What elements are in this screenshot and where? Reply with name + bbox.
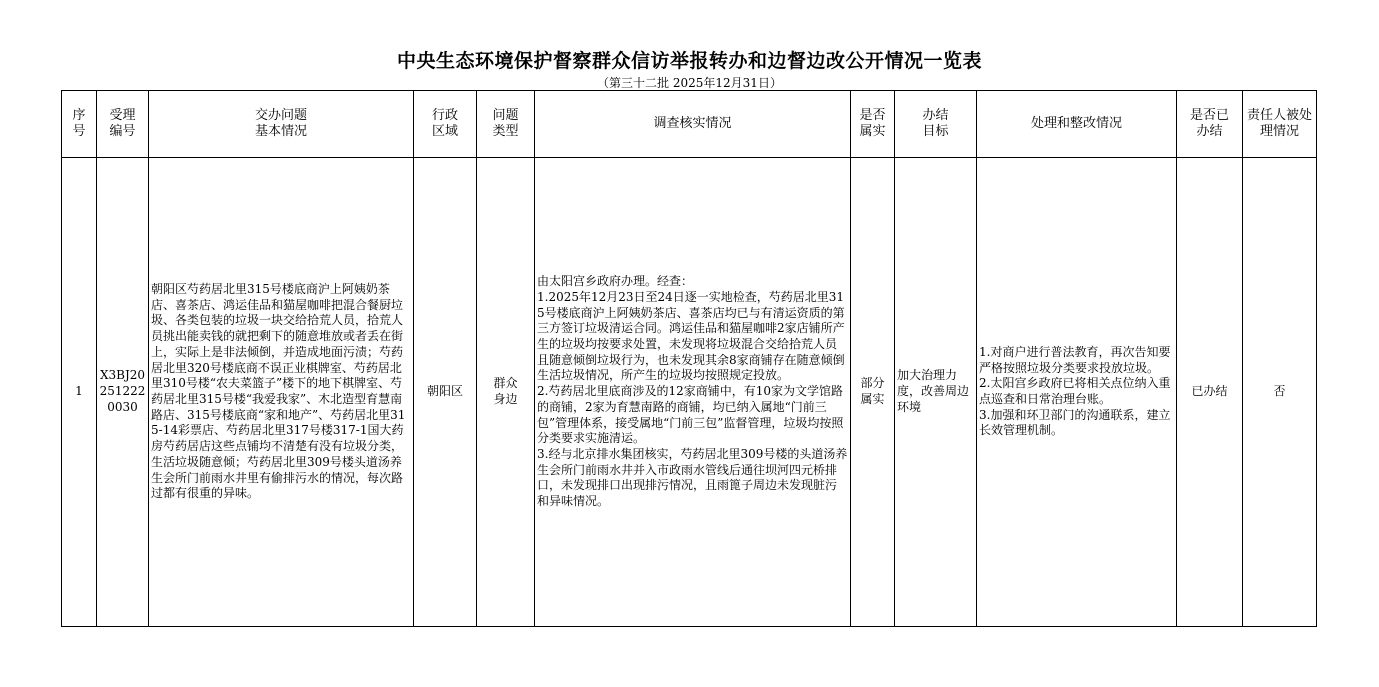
cell-verified: 部分属实 (851, 158, 895, 627)
header-type: 问题类型 (477, 91, 535, 158)
header-verified: 是否属实 (851, 91, 895, 158)
page-title: 中央生态环境保护督察群众信访举报转办和边督边改公开情况一览表 (396, 50, 982, 72)
investigation-paragraph: 2.芍药居北里底商涉及的12家商铺中，有10家为文学馆路的商铺，2家为育慧南路的商铺，均已纳入属地“门前三包”管理体系，接受属地“门前三包”监督管理，垃圾均按照分类要求实施清运。 (537, 384, 844, 446)
header-issue: 交办问题基本情况 (149, 91, 414, 158)
header-district: 行政区域 (414, 91, 477, 158)
header-receipt-no: 受理编号 (97, 91, 149, 158)
header-investigation: 调查核实情况 (535, 91, 851, 158)
cell-investigation (535, 158, 851, 627)
cell-receipt-no (97, 158, 149, 627)
investigation-paragraph: 3.经与北京排水集团核实，芍药居北里309号楼的头道汤养生会所门前雨水井并入市政雨水管线后通往坝河四元桥排口，未发现排口出现排污情况，且雨篦子周边未发现脏污和异味情况。 (537, 446, 848, 509)
cell-issue: 朝阳区芍药居北里315号楼底商沪上阿姨奶茶店、喜茶店、鸿运佳品和猫屋咖啡把混合餐厨垃圾、各类包装的垃圾一块交给拾荒人员，拾荒人员挑出能卖钱的就把剩下的随意堆放或者丢在街上，实际上是非法倾倒，并造成地面污渍；芍药居北里320号楼底商不误正业棋牌室、芍药居北里310号楼“农夫菜篮子”楼下的地下棋牌室、芍药居北里315号楼“我爱我家”、木北造型育慧南路店、315号楼底商“家和地产”、芍药居北里315-14彩票店、芍药居北里317号楼317-1国大药房芍药居店这些点铺均不清楚有没有垃圾分类，生活垃圾随意倾；芍药居北里309号楼头道汤养生会所门前雨水井里有偷排污水的情况，每次路过都有很重的异味。 (149, 158, 414, 627)
disclosure-table (61, 90, 1317, 627)
handling-item: 3.加强和环卫部门的沟通联系，建立长效管理机制。 (979, 407, 1171, 438)
table-header-row (62, 91, 1317, 158)
cell-type: 群众身边 (477, 158, 535, 627)
handling-item: 2.太阳宫乡政府已将相关点位纳入重点巡查和日常治理台账。 (979, 376, 1171, 406)
receipt-number: X3BJ202512220030 (99, 368, 146, 414)
page-subtitle: （第三十二批 2025年12月31日） (597, 76, 782, 90)
cell-district: 朝阳区 (414, 158, 477, 627)
cell-handling (977, 158, 1177, 627)
investigation-paragraph: 由太阳宫乡政府办理。经查： (537, 274, 694, 289)
header-seq: 序号 (62, 91, 97, 158)
investigation-paragraph: 1.2025年12月23日至24日逐一实地检查，芍药居北里315号楼底商沪上阿姨奶茶店、喜茶店均已与有清运资质的第三方签订垃圾清运合同。鸿运佳品和猫屋咖啡2家店铺所产生的垃圾均按要求处置，未发现将垃圾混合交给拾荒人员且随意倾倒垃圾行为，也未发现其余8家商铺存在随意倾倒生活垃圾情况，所产生的垃圾均按照规定投放。 (537, 289, 845, 383)
header-accountability: 责任人被处理情况 (1243, 91, 1317, 158)
cell-seq: 1 (62, 158, 97, 627)
header-handling: 处理和整改情况 (977, 91, 1177, 158)
header-goal: 办结目标 (895, 91, 977, 158)
cell-closed: 已办结 (1177, 158, 1243, 627)
handling-item: 1.对商户进行普法教育，再次告知要严格按照垃圾分类要求投放垃圾。 (979, 344, 1171, 375)
cell-accountability: 否 (1243, 158, 1317, 627)
table-row (62, 158, 1317, 627)
header-closed: 是否已办结 (1177, 91, 1243, 158)
cell-goal: 加大治理力度，改善周边环境 (895, 158, 977, 627)
